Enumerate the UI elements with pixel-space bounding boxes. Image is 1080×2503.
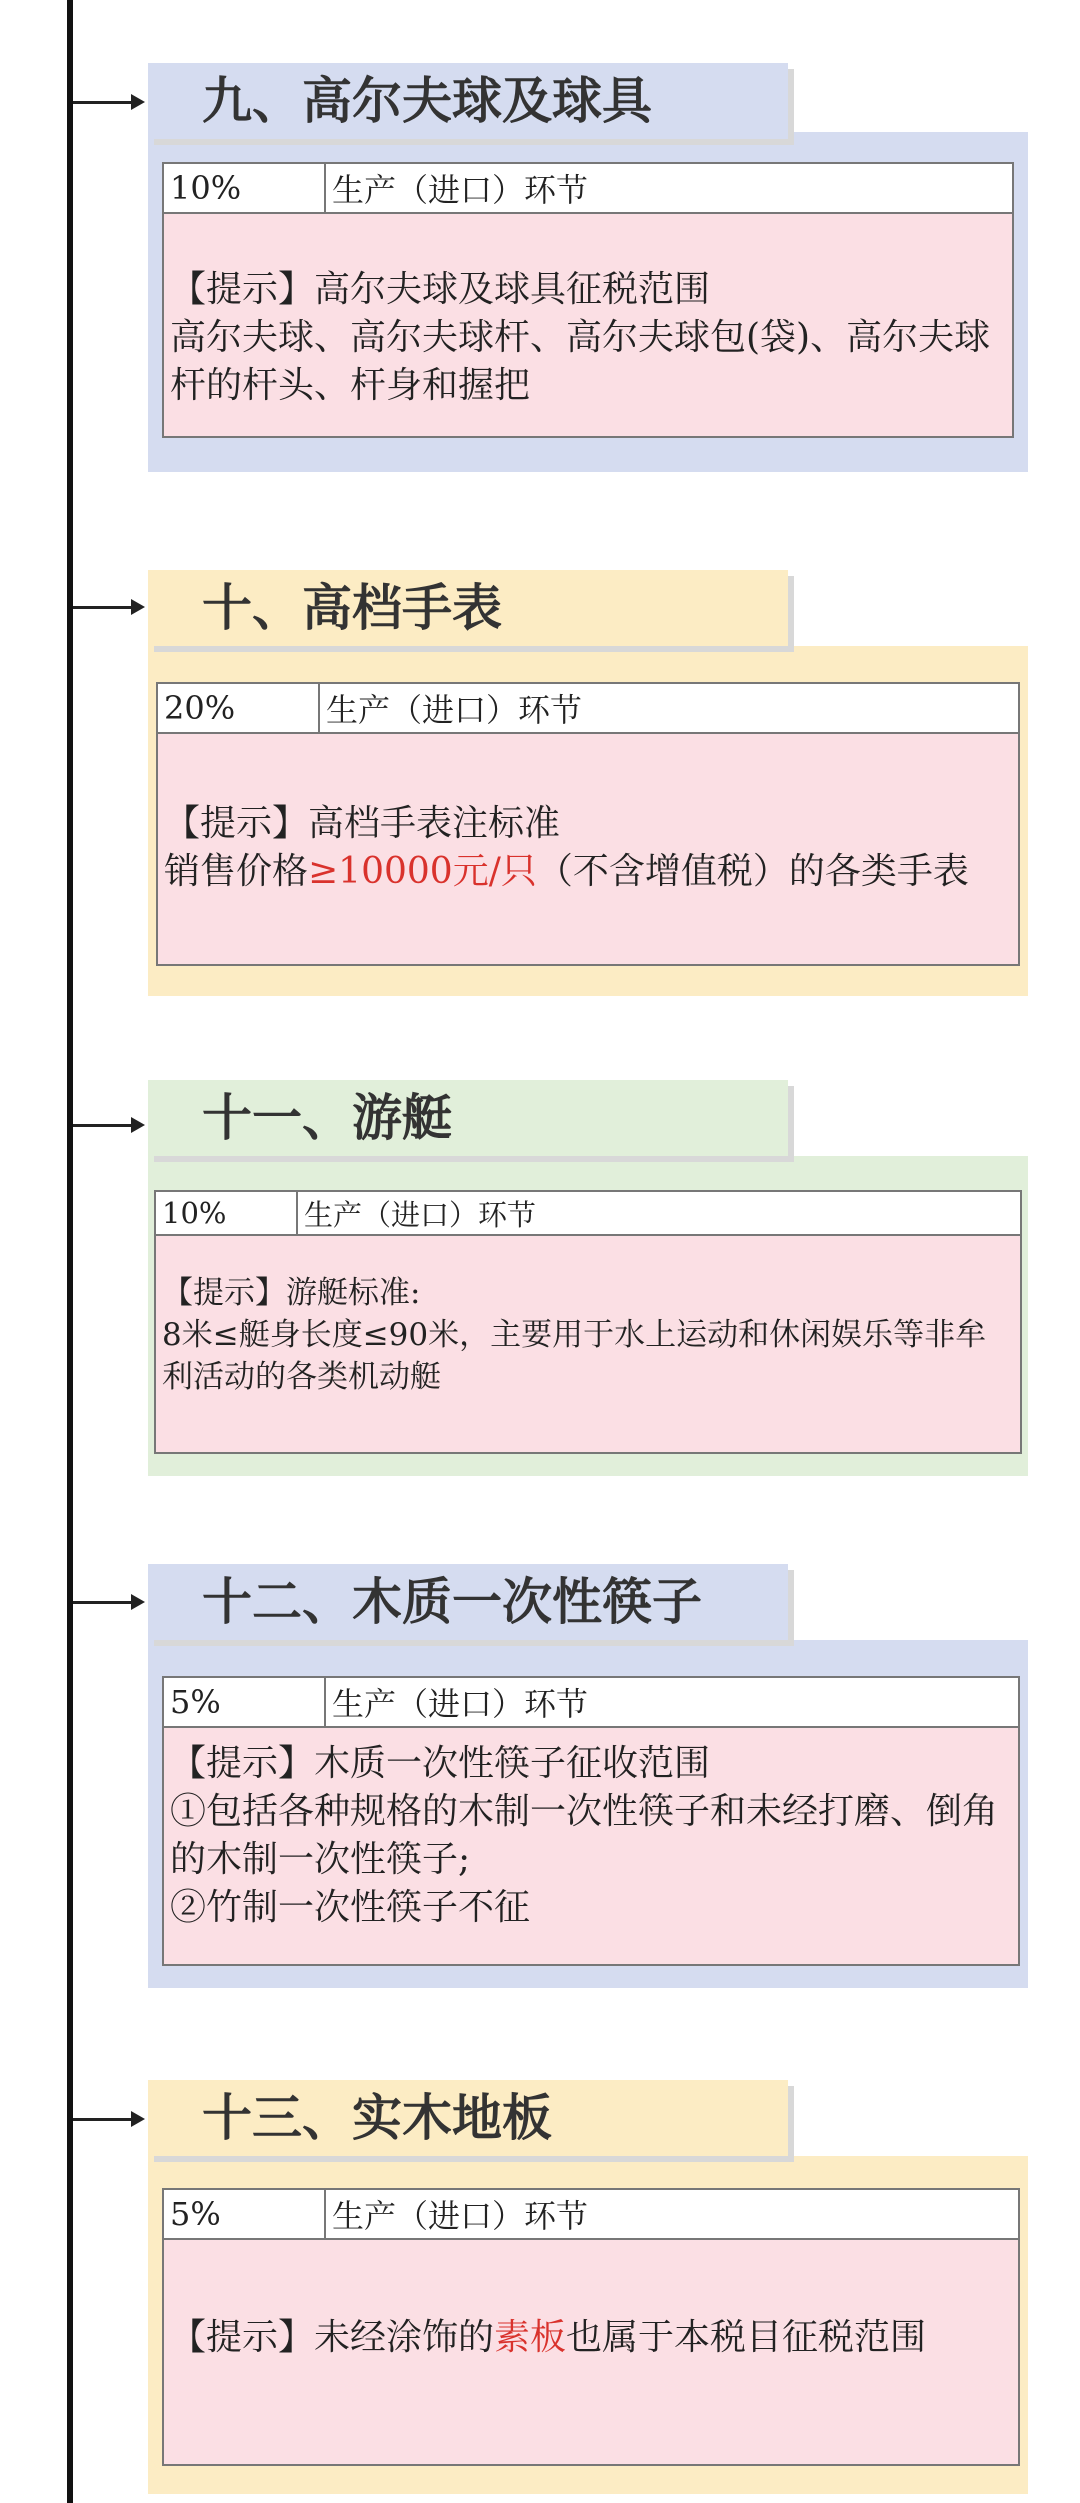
price-threshold: ≥10000元/只 [308, 851, 537, 892]
tax-rate-cell: 5% [164, 2190, 326, 2238]
section-title-golf [148, 63, 788, 139]
table-header-row [158, 684, 1018, 734]
table-header-row [164, 1678, 1018, 1728]
section-panel-floor [148, 2156, 1028, 2494]
hint-text-part: （不含增值税）的各类手表 [536, 851, 969, 892]
table-header-row [156, 1192, 1020, 1236]
hint-line [164, 848, 1012, 896]
hint-line: ①包括各种规格的木制一次性筷子和未经打磨、倒角的木制一次性筷子; [170, 1791, 999, 1880]
section-title-chopsticks [148, 1564, 788, 1640]
hint-line: 【提示】木质一次性筷子征收范围 [170, 1743, 711, 1784]
hint-line: 【提示】高尔夫球及球具征税范围 [170, 269, 711, 310]
hint-line: 8米≤艇身长度≤90米，主要用于水上运动和休闲娱乐等非牟利活动的各类机动艇 [162, 1317, 987, 1395]
tax-rate-cell: 10% [164, 164, 326, 212]
section-panel-chopsticks [148, 1640, 1028, 1988]
tax-table [162, 162, 1014, 438]
section-title-text: 九、高尔夫球及球具 [202, 72, 652, 130]
hint-line: 【提示】高档手表注标准 [164, 803, 561, 844]
hint-text-part: 【提示】未经涂饰的 [170, 2317, 495, 2358]
hint-line: 高尔夫球、高尔夫球杆、高尔夫球包(袋)、高尔夫球杆的杆头、杆身和握把 [170, 317, 991, 406]
tax-rate-cell: 5% [164, 1678, 326, 1726]
hint-text-part: 销售价格 [164, 851, 309, 892]
timeline-arrow [73, 101, 139, 104]
tax-stage-cell: 生产（进口）环节 [304, 1197, 537, 1232]
tax-stage-cell: 生产（进口）环节 [332, 1685, 589, 1723]
tax-rate-cell: 20% [158, 684, 320, 732]
tax-table [156, 682, 1020, 966]
hint-text [170, 266, 1006, 410]
section-title-text: 十三、实木地板 [202, 2089, 552, 2147]
tax-table [154, 1190, 1022, 1454]
timeline-arrow [73, 2118, 139, 2121]
table-header-row [164, 164, 1012, 214]
hint-text [170, 2314, 1012, 2362]
hint-text-part: 也属于本税目征税范围 [566, 2317, 927, 2358]
section-panel-golf [148, 132, 1028, 472]
hint-line [170, 2314, 1012, 2362]
section-panel-yacht [148, 1156, 1028, 1476]
tax-stage-cell: 生产（进口）环节 [326, 691, 583, 729]
hint-line: ②竹制一次性筷子不征 [170, 1887, 531, 1928]
section-panel-watch [148, 646, 1028, 996]
timeline-line [67, 0, 73, 2503]
timeline-arrow [73, 1124, 139, 1127]
tax-stage-cell: 生产（进口）环节 [332, 171, 589, 209]
section-title-text: 十、高档手表 [202, 579, 502, 637]
hint-text [164, 800, 1012, 896]
hint-line: 【提示】游艇标准: [162, 1275, 421, 1311]
section-title-floor [148, 2080, 788, 2156]
tax-rate-cell: 10% [156, 1192, 298, 1234]
timeline-arrow [73, 1601, 139, 1604]
section-title-text: 十一、游艇 [202, 1089, 452, 1147]
section-title-yacht [148, 1080, 788, 1156]
tax-table [162, 1676, 1020, 1966]
timeline-arrow [73, 606, 139, 609]
hint-text [162, 1272, 1014, 1398]
hint-text [170, 1740, 1012, 1932]
section-title-watch [148, 570, 788, 646]
tax-table [162, 2188, 1020, 2466]
tax-stage-cell: 生产（进口）环节 [332, 2197, 589, 2235]
plain-board-highlight: 素板 [494, 2317, 567, 2358]
table-header-row [164, 2190, 1018, 2240]
section-title-text: 十二、木质一次性筷子 [202, 1573, 702, 1631]
